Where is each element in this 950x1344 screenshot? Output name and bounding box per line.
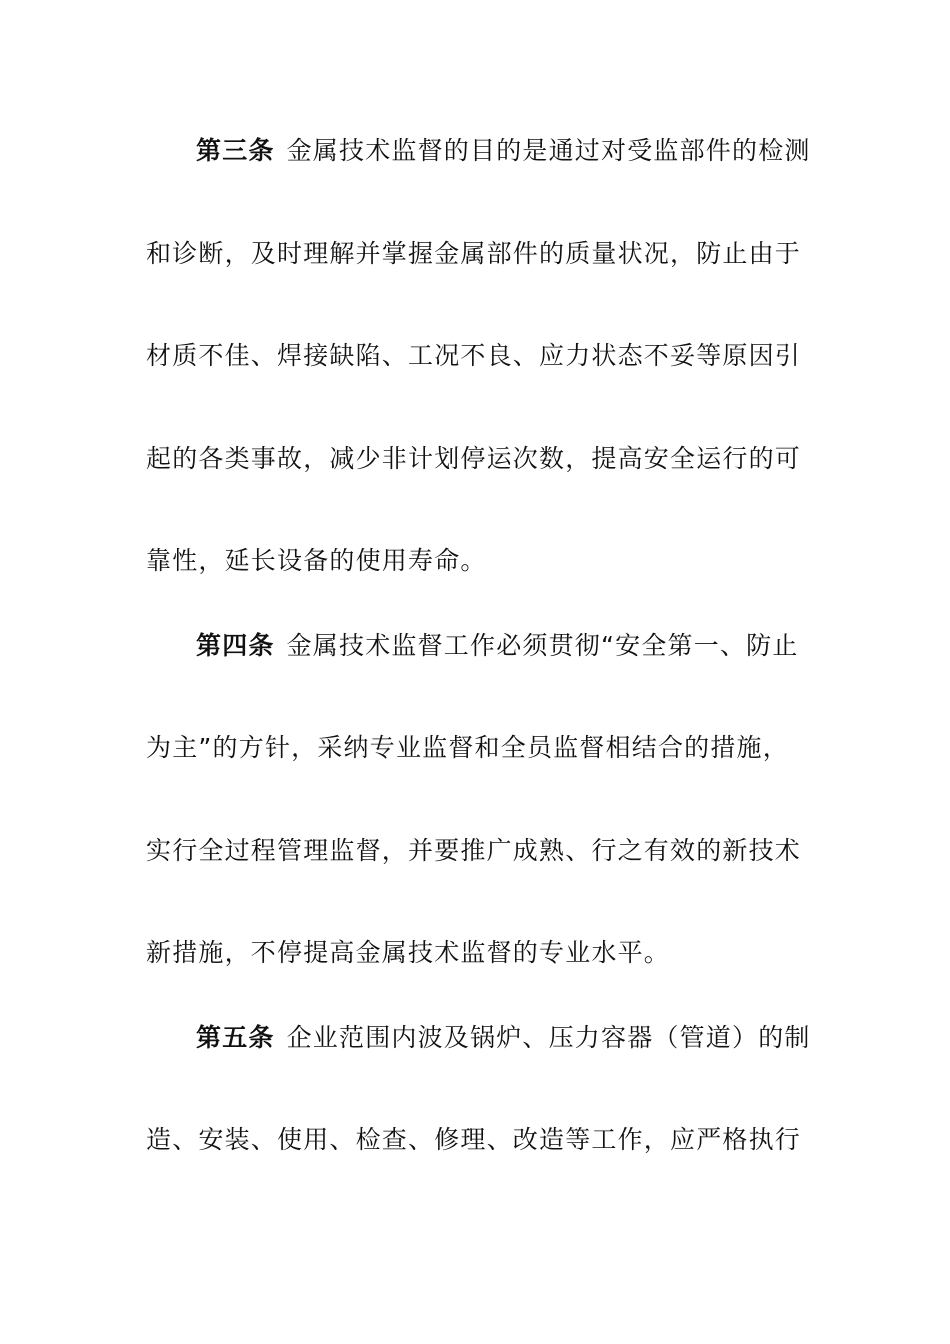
article-4-line-4: 新措施，不停提高金属技术监督的专业水平。	[146, 938, 671, 967]
article-3-line-1	[196, 131, 876, 171]
article-3-number: 第三条	[196, 136, 275, 165]
article-4-text: 金属技术监督工作必须贯彻“安全第一、防止	[286, 631, 799, 660]
article-5-text: 企业范围内波及锅炉、压力容器（管道）的制	[286, 1023, 811, 1052]
article-3-text: 金属技术监督的目的是通过对受监部件的检测	[286, 136, 811, 165]
article-4-number: 第四条	[196, 631, 275, 660]
article-3-line-5: 靠性，延长设备的使用寿命。	[146, 546, 487, 575]
article-4-line-1	[196, 626, 876, 666]
article-5-line-2: 造、安装、使用、检查、修理、改造等工作，应严格执行	[146, 1125, 802, 1154]
article-5-line-1	[196, 1018, 876, 1058]
article-3-line-3: 材质不佳、焊接缺陷、工况不良、应力状态不妥等原因引	[146, 341, 802, 370]
article-3-line-4: 起的各类事故，减少非计划停运次数，提高安全运行的可	[146, 444, 802, 473]
article-4-line-2: 为主”的方针，采纳专业监督和全员监督相结合的措施，	[146, 733, 789, 762]
article-4-line-3: 实行全过程管理监督，并要推广成熟、行之有效的新技术	[146, 836, 802, 865]
article-5-number: 第五条	[196, 1023, 275, 1052]
article-3-line-2: 和诊断，及时理解并掌握金属部件的质量状况，防止由于	[146, 239, 802, 268]
